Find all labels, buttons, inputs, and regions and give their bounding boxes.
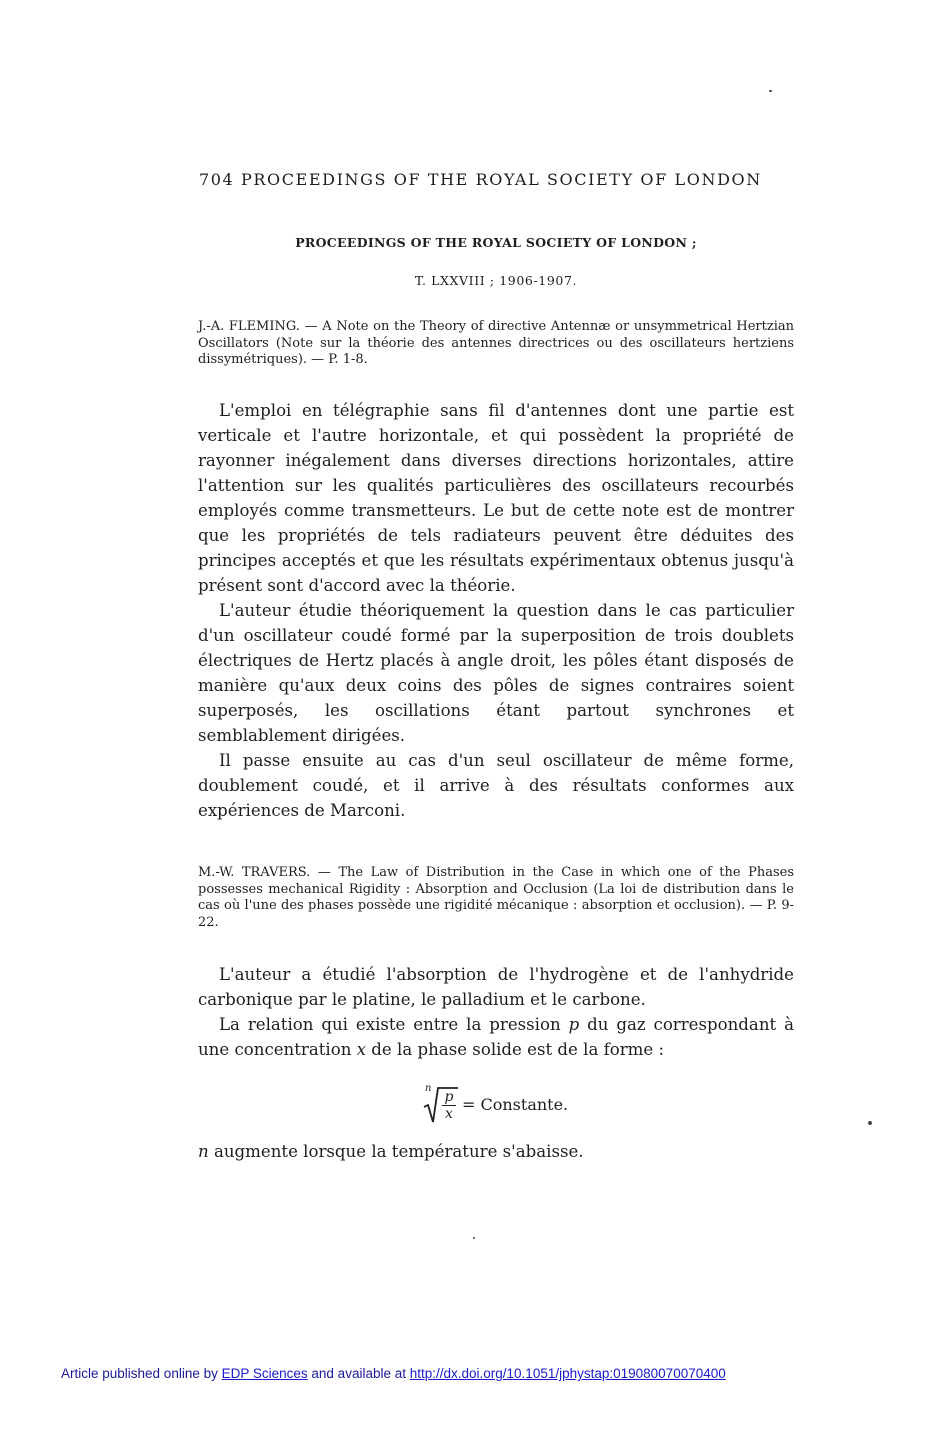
formula-equals: = Constante. — [462, 1095, 569, 1114]
closing-sentence — [198, 1142, 584, 1161]
fleming-reference: J.-A. FLEMING. — A Note on the Theory of directive Antennæ or unsymmetrical Hertzian Oscillators (Note sur la théorie des antennes directrices ou des oscillateurs hertziens dissymétriques). — P. 1-8. — [198, 319, 794, 367]
abstract-paragraph: L'emploi en télégraphie sans fil d'antennes dont une partie est verticale et l'autre horizontale, et qui possèdent la propriété de rayonner inégalement dans diverses directions horizontales, attire l'attention sur les qualités particulières des oscillateurs recourbés employés comme transmetteurs. Le but de cette note est de montrer que les propriétés de tels radiateurs peuvent être déduites des principes acceptés et que les résultats expérimentaux obtenus jusqu'à présent sont d'accord avec la théorie. — [198, 401, 794, 595]
scan-speck — [868, 1121, 872, 1125]
text-run: La relation qui existe entre la pression — [219, 1015, 569, 1034]
travers-abstract — [198, 962, 794, 1062]
footer-prefix: Article published online by — [61, 1366, 222, 1381]
fleming-abstract — [198, 398, 794, 823]
doi-link[interactable]: http://dx.doi.org/10.1051/jphystap:019080070070400 — [409, 1366, 726, 1381]
running-head: 704 PROCEEDINGS OF THE ROYAL SOCIETY OF LONDON — [199, 170, 762, 189]
symbol-x: x — [356, 1040, 367, 1059]
symbol-p: p — [568, 1015, 580, 1034]
abstract-paragraph: L'auteur a étudié l'absorption de l'hydrogène et de l'anhydride carbonique par le platine, le palladium et le carbone. — [198, 965, 794, 1009]
text-run: de la phase solide est de la forme : — [366, 1040, 665, 1059]
volume-line: T. LXXVIII ; 1906-1907. — [414, 273, 578, 288]
publication-footer — [61, 1366, 726, 1381]
symbol-n: n — [198, 1142, 209, 1161]
text-run: augmente lorsque la température s'abaisse. — [208, 1142, 584, 1161]
text-run: du gaz correspondant à une concentration — [198, 1015, 794, 1059]
abstract-paragraph: Il passe ensuite au cas d'un seul oscillateur de même forme, doublement coudé, et il arrive à des résultats conformes aux expériences de Marconi. — [198, 751, 794, 820]
scan-speck — [769, 90, 772, 92]
fraction — [442, 1089, 456, 1122]
denominator: x — [445, 1106, 453, 1122]
footer-middle: and available at — [307, 1366, 410, 1381]
travers-reference: M.-W. TRAVERS. — The Law of Distribution in the Case in which one of the Phases possesses mechanical Rigidity : Absorption and Occlusion (La loi de distribution dans le cas où l'une des phases possède une rigidité mécanique : absorption et occlusion). — P. 9-22. — [198, 865, 794, 930]
abstract-paragraph — [198, 1012, 794, 1062]
numerator: p — [442, 1089, 456, 1106]
abstract-paragraph: L'auteur étudie théoriquement la question dans le cas particulier d'un oscillateur coudé formé par la superposition de trois doublets électriques de Hertz placés à angle droit, les pôles étant disposés de manière qu'aux deux coins des pôles de signes contraires soient superposés, les oscillations étant partout synchrones et semblablement dirigées. — [198, 601, 794, 745]
scan-speck — [473, 1237, 475, 1239]
section-title: PROCEEDINGS OF THE ROYAL SOCIETY OF LONDON ; — [295, 235, 697, 250]
radical-index: n — [425, 1083, 432, 1094]
publisher-link[interactable]: EDP Sciences — [221, 1366, 308, 1381]
